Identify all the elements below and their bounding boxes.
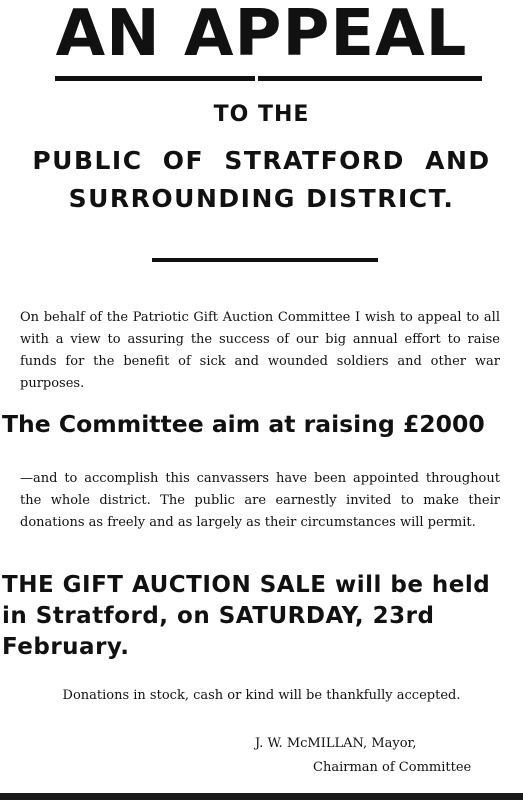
- intro-paragraph: On behalf of the Patriotic Gift Auction Committee I wish to appeal to all with a view to assuring the success of our big annual effort to raise funds for the benefit of sick and wounded soldiers and other war purposes.: [20, 310, 500, 391]
- public-heading-line1: PUBLIC OF STRATFORD AND: [32, 146, 491, 175]
- signatory-title: Chairman of Committee: [313, 760, 472, 775]
- headline: AN APPEAL: [55, 0, 468, 71]
- bottom-border: [0, 793, 523, 800]
- sale-announcement: THE GIFT AUCTION SALE will be held in Stratford, on SATURDAY, 23rd February.: [2, 572, 491, 660]
- signatory-name: J. W. McMILLAN, Mayor,: [255, 736, 417, 751]
- signature-block: [255, 732, 471, 780]
- committee-aim-heading: The Committee aim at raising £2000: [2, 410, 485, 438]
- canvassers-paragraph: —and to accomplish this canvassers have been appointed throughout the whole district. The public are earnestly invited to make their donations as freely and as largely as their circumstances will permit.: [20, 471, 500, 530]
- to-the-heading: TO THE: [213, 102, 310, 127]
- middle-rule: [152, 258, 378, 262]
- top-rule-right: [258, 76, 482, 81]
- donations-note: Donations in stock, cash or kind will be thankfully accepted.: [62, 688, 461, 703]
- top-rule-left: [55, 76, 255, 81]
- public-heading-line2: SURROUNDING DISTRICT.: [68, 184, 455, 213]
